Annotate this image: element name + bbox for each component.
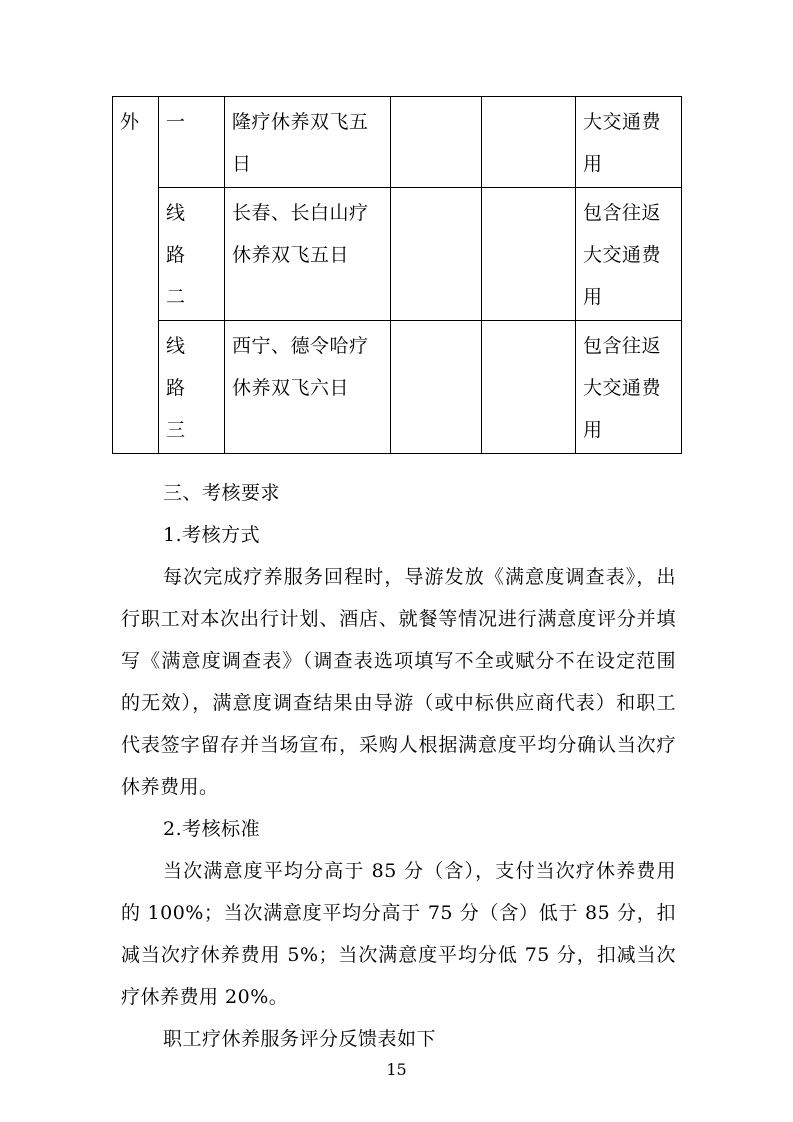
destination-cell: [225, 321, 391, 454]
region-cell: [113, 97, 159, 454]
col4-value: [391, 321, 481, 327]
note-cell: [576, 321, 682, 454]
subsection-heading: 2.考核标准: [163, 818, 261, 840]
empty-cell: [482, 321, 576, 454]
closing-line: 职工疗休养服务评分反馈表如下: [163, 1028, 437, 1050]
route-cell: [159, 97, 225, 188]
destination-cell: [225, 97, 391, 188]
note-cell: [576, 188, 682, 321]
note-label: 包含往返大交通费用: [583, 202, 662, 308]
page-number: 15: [386, 1060, 407, 1079]
destination-label: 长春、长白山疗休养双飞五日: [232, 202, 369, 266]
note-cell: [576, 97, 682, 188]
empty-cell: [482, 188, 576, 321]
note-label: 包含往返大交通费用: [583, 335, 662, 441]
body-text: [121, 472, 676, 1060]
route-label: 线路三: [166, 335, 195, 441]
paragraph: 当次满意度平均分高于 85 分（含），支付当次疗休养费用的 100%；当次满意度平均分高于 75 分（含）低于 85 分，扣减当次疗休养费用 5%；当次满意度平均分低 75 分，扣减当次疗休养费用 20%。: [121, 860, 676, 1008]
route-label: 线路二: [166, 202, 195, 308]
note-label: 大交通费用: [583, 111, 662, 175]
destination-label: 西宁、德令哈疗休养双飞六日: [232, 335, 369, 399]
region-label: 外: [120, 111, 140, 133]
route-cell: [159, 321, 225, 454]
table-row: [113, 321, 682, 454]
empty-cell: [482, 97, 576, 188]
subsection-heading: 1.考核方式: [163, 524, 261, 546]
route-table: [112, 96, 682, 454]
col5-value: [482, 97, 575, 103]
col5-value: [482, 321, 575, 327]
destination-label: 隆疗休养双飞五日: [232, 111, 369, 175]
section-heading: 三、考核要求: [163, 482, 281, 504]
empty-cell: [391, 188, 482, 321]
destination-cell: [225, 188, 391, 321]
col4-value: [391, 188, 481, 194]
empty-cell: [391, 97, 482, 188]
table-row: [113, 188, 682, 321]
paragraph: 每次完成疗养服务回程时，导游发放《满意度调查表》，出行职工对本次出行计划、酒店、就餐等情况进行满意度评分并填写《满意度调查表》（调查表选项填写不全或赋分不在设定范围的无效），满意度调查结果由导游（或中标供应商代表）和职工代表签字留存并当场宣布，采购人根据满意度平均分确认当次疗休养费用。: [121, 566, 676, 798]
empty-cell: [391, 321, 482, 454]
col4-value: [391, 97, 481, 103]
table-row: [113, 97, 682, 188]
route-label: 一: [166, 111, 195, 133]
route-cell: [159, 188, 225, 321]
col5-value: [482, 188, 575, 194]
